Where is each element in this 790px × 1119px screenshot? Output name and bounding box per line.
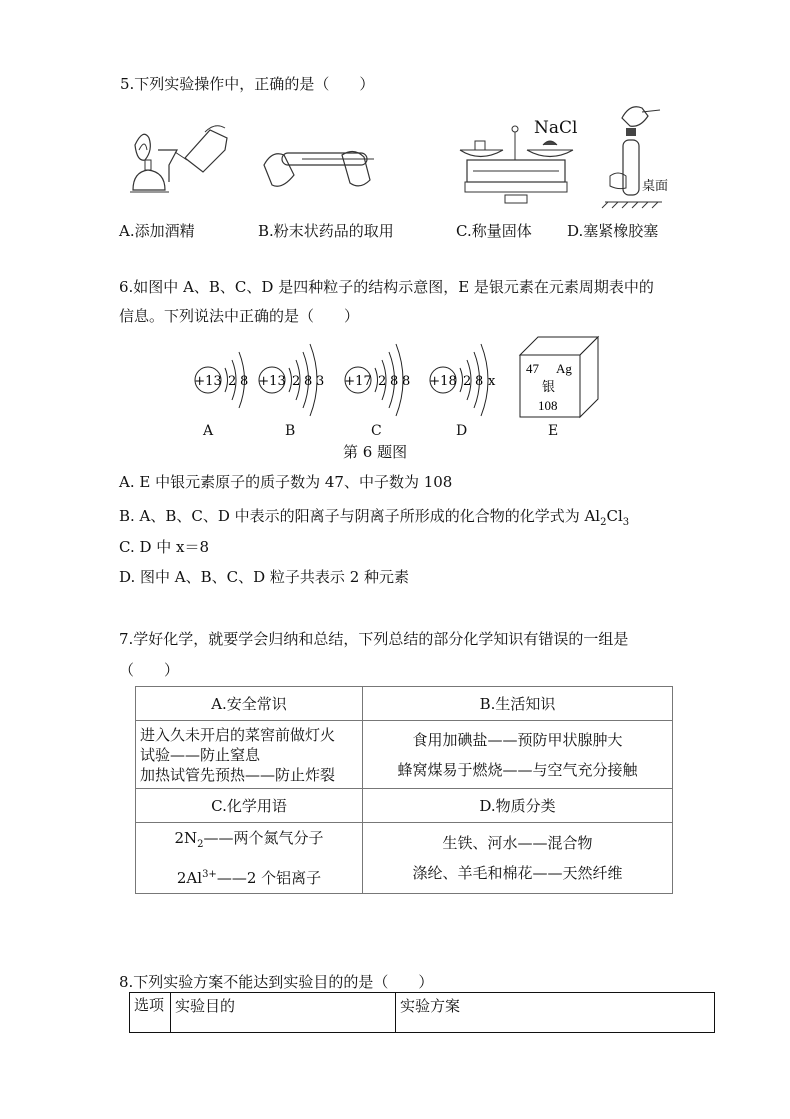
atom-c-shell-2: 8 — [390, 374, 399, 389]
atom-c-shell-1: 2 — [378, 374, 387, 389]
atom-b — [258, 344, 324, 416]
atom-a-shell-1: 2 — [228, 374, 237, 389]
alcohol-lamp-image — [125, 120, 235, 212]
q5-stem: 5.下列实验操作中，正确的是（ ） — [120, 75, 375, 93]
element-name: 银 — [542, 380, 556, 395]
atom-c-nucleus: +17 — [344, 374, 372, 389]
element-symbol: Ag — [556, 361, 572, 376]
q7-cell-b-title: B.生活知识 — [363, 687, 673, 721]
q7-c-line1: $2N_2——$两个氮气分子 — [174, 829, 324, 850]
q8-header-plan: 实验方案 — [396, 993, 715, 1033]
atom-d-shell-3: x — [488, 374, 496, 389]
atom-b-shell-2: 8 — [304, 374, 313, 389]
element-number: 47 — [526, 361, 539, 376]
element-mass: 108 — [538, 398, 558, 413]
q5-option-a: A.添加酒精 — [119, 222, 195, 240]
atom-structure-diagrams — [190, 330, 510, 420]
nacl-label: NaCl — [534, 118, 578, 138]
label-e: E — [548, 423, 559, 439]
q7-cell-a-content: 进入久未开启的菜窖前做灯火 试验——防止窒息 加热试管先预热——防止炸裂 — [136, 721, 363, 789]
label-b: B — [285, 423, 296, 439]
atom-a — [194, 352, 248, 408]
atom-d — [429, 344, 496, 416]
q7-stem-line1: 7.学好化学，就要学会归纳和总结，下列总结的部分化学知识有错误的一组是 — [119, 630, 629, 648]
q6-stem-line1: 6.如图中 A、B、C、D 是四种粒子的结构示意图，E 是银元素在元素周期表中的 — [119, 278, 654, 296]
q7-stem-line2: （ ） — [119, 661, 180, 679]
q8-header-option: 选项 — [130, 993, 171, 1033]
q7-cell-c-title: C.化学用语 — [136, 789, 363, 823]
label-d: D — [456, 423, 468, 439]
q6-option-c: C. D 中 x＝8 — [119, 538, 210, 556]
q7-summary-table — [135, 686, 673, 894]
q5-option-d: D.塞紧橡胶塞 — [567, 222, 659, 240]
atom-b-shell-1: 2 — [292, 374, 301, 389]
powder-tube-image — [262, 135, 382, 200]
atom-d-shell-1: 2 — [463, 374, 472, 389]
q6-option-d: D. 图中 A、B、C、D 粒子共表示 2 种元素 — [119, 568, 410, 586]
label-c: C — [371, 423, 382, 439]
q8-stem: 8.下列实验方案不能达到实验目的的是（ ） — [119, 973, 434, 991]
q8-header-purpose: 实验目的 — [171, 993, 396, 1033]
q7-cell-d-title: D.物质分类 — [363, 789, 673, 823]
q7-cell-a-title: A.安全常识 — [136, 687, 363, 721]
atom-c — [344, 344, 410, 416]
q8-table — [129, 992, 715, 1033]
atom-d-shell-2: 8 — [475, 374, 484, 389]
q5-option-b: B.粉末状药品的取用 — [258, 222, 394, 240]
q6-stem-line2: 信息。下列说法中正确的是（ ） — [119, 307, 360, 325]
q7-cell-c-content — [136, 823, 363, 894]
label-a: A — [203, 423, 214, 439]
q6-option-a: A. E 中银元素原子的质子数为 47、中子数为 108 — [119, 473, 453, 491]
silver-element-box — [518, 335, 602, 419]
atom-b-shell-3: 3 — [316, 374, 325, 389]
atom-b-nucleus: +13 — [258, 374, 286, 389]
desk-label: 桌面 — [642, 179, 669, 194]
q7-c-line2: $2Al^{3+}——2$ 个铝离子 — [176, 869, 322, 887]
figure-caption: 第 6 题图 — [343, 443, 408, 461]
q6-option-b: B. A、B、C、D 中表示的阳离子与阴离子所形成的化合物的化学式为 $Al_2Cl_3$ — [119, 507, 630, 528]
atom-a-nucleus: +13 — [194, 374, 222, 389]
atom-d-nucleus: +18 — [429, 374, 457, 389]
q5-option-c: C.称量固体 — [456, 222, 532, 240]
atom-a-shell-2: 8 — [240, 374, 249, 389]
q7-cell-b-content: 食用加碘盐——预防甲状腺肿大 蜂窝煤易于燃烧——与空气充分接触 — [363, 721, 673, 789]
q7-cell-d-content: 生铁、河水——混合物 涤纶、羊毛和棉花——天然纤维 — [363, 823, 673, 894]
atom-c-shell-3: 8 — [402, 374, 411, 389]
